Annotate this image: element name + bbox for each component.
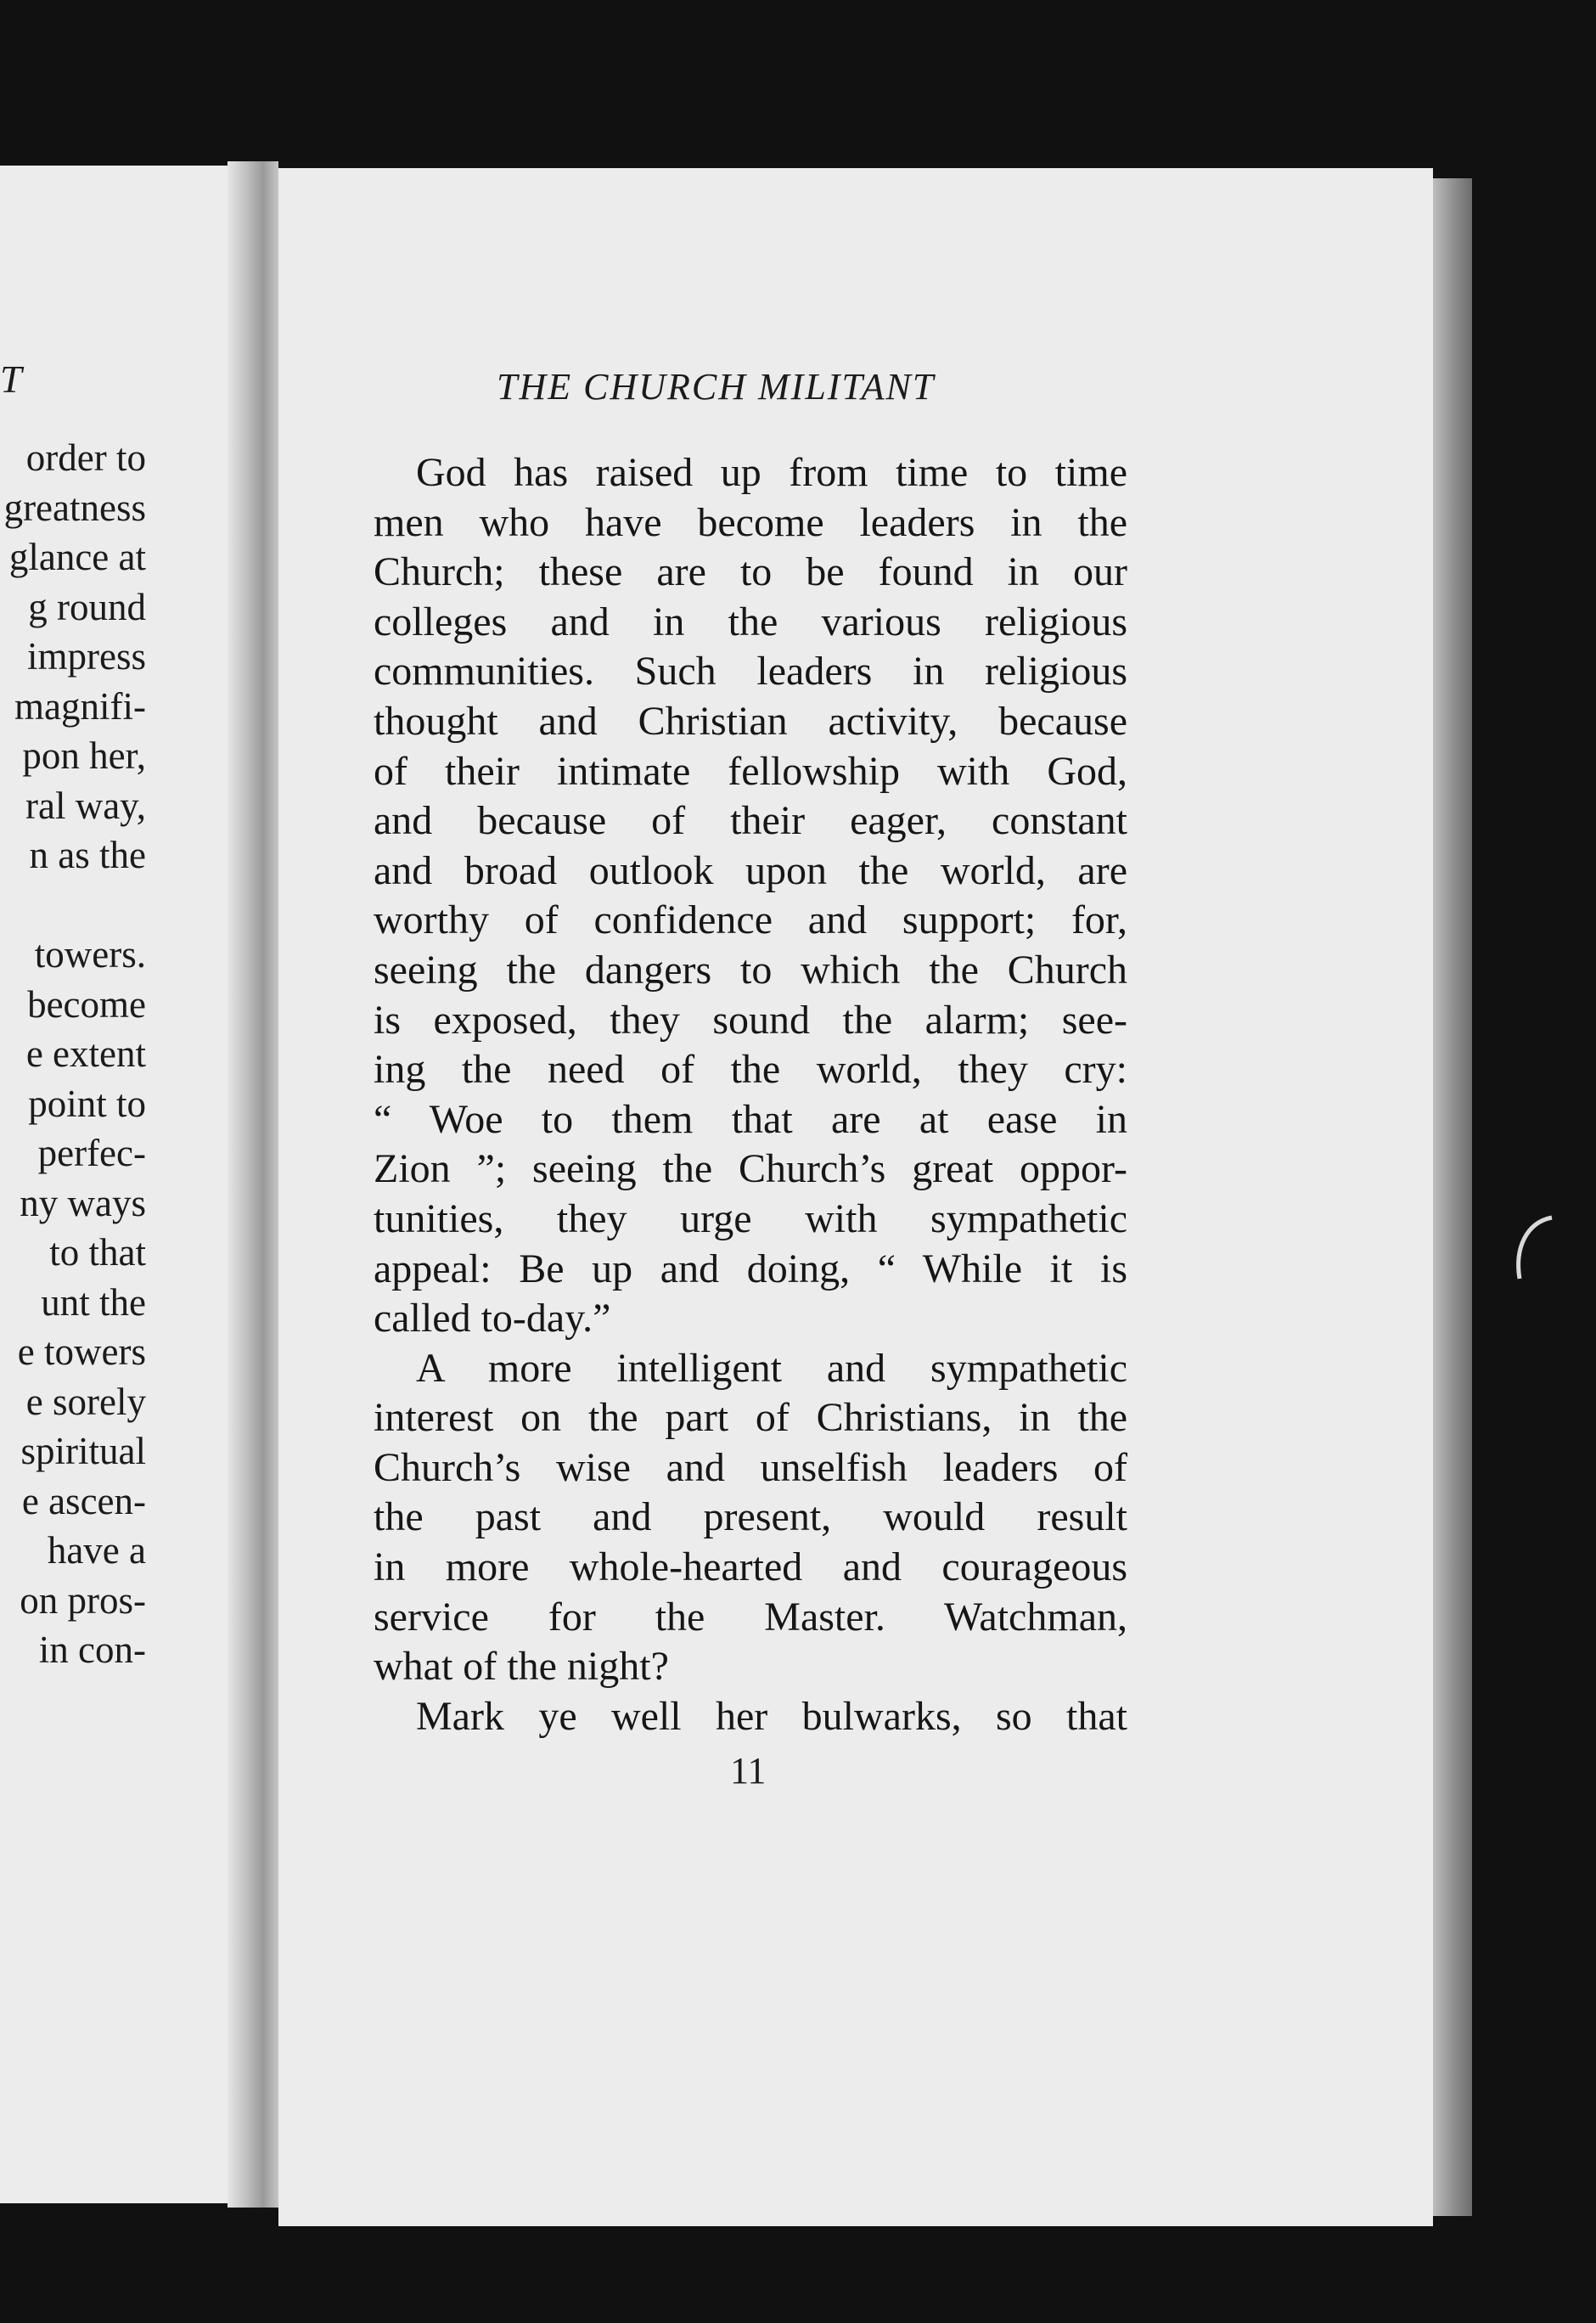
- left-text-line: point to: [28, 1082, 146, 1125]
- left-text-line: greatness: [3, 486, 146, 529]
- left-text-line: n as the: [29, 834, 146, 876]
- page-number: 11: [730, 1750, 767, 1791]
- text-line: and because of their eager, constant: [374, 798, 1127, 844]
- left-text-line: towers.: [34, 933, 146, 976]
- text-line: service for the Master. Watchman,: [374, 1594, 1127, 1640]
- left-text-line: in con-: [38, 1628, 146, 1671]
- text-line: Church; these are to be found in our: [374, 549, 1127, 595]
- film-scratch-mark: [1509, 1214, 1560, 1282]
- left-text-line: magnifi-: [14, 684, 146, 728]
- text-line: “ Woe to them that are at ease in: [374, 1096, 1127, 1142]
- body-text: [374, 448, 1127, 1741]
- text-line: Church’s wise and unselfish leaders of: [374, 1444, 1127, 1490]
- left-text-line: [0, 1675, 146, 1725]
- text-line: worthy of confidence and support; for,: [374, 897, 1127, 943]
- text-line: men who have become leaders in the: [374, 499, 1127, 545]
- left-text-line: [0, 880, 146, 931]
- left-text-line: e towers: [17, 1330, 146, 1373]
- text-line: what of the night?: [374, 1644, 669, 1690]
- text-line: interest on the part of Christians, in the: [374, 1395, 1127, 1441]
- left-text-line: e sorely: [25, 1380, 146, 1423]
- text-line: colleges and in the various religious: [374, 599, 1127, 644]
- left-text-line: perfec-: [37, 1132, 146, 1174]
- left-text-line: order to: [25, 436, 146, 479]
- book-gutter: [228, 161, 278, 2208]
- left-text-line: e ascen-: [21, 1479, 146, 1522]
- left-page-text: [0, 433, 146, 1724]
- left-text-line: g round: [28, 585, 146, 628]
- text-line: communities. Such leaders in religious: [374, 649, 1127, 695]
- text-line: A more intelligent and sympathetic: [416, 1345, 1127, 1391]
- left-text-line: pon her,: [22, 734, 146, 777]
- text-line: is exposed, they sound the alarm; see-: [374, 997, 1127, 1043]
- left-text-line: ny ways: [20, 1181, 146, 1224]
- page-stack-edge: [1433, 178, 1472, 2216]
- text-line: tunities, they urge with sympathetic: [374, 1195, 1127, 1241]
- left-text-line: to that: [49, 1231, 146, 1274]
- text-line: and broad outlook upon the world, are: [374, 847, 1127, 893]
- left-text-line: unt the: [41, 1280, 146, 1324]
- left-text-line: ral way,: [25, 784, 146, 827]
- left-page: [0, 166, 255, 2203]
- text-line: called to-day.”: [374, 1296, 611, 1341]
- text-line: in more whole-hearted and courageous: [374, 1544, 1127, 1590]
- text-line: seeing the dangers to which the Church: [374, 947, 1127, 993]
- text-line: Zion ”; seeing the Church’s great oppor-: [374, 1146, 1127, 1192]
- left-text-line: on pros-: [20, 1578, 146, 1622]
- text-line: appeal: Be up and doing, “ While it is: [374, 1246, 1127, 1291]
- text-line: of their intimate fellowship with God,: [374, 748, 1127, 794]
- left-text-line: impress: [27, 635, 146, 678]
- left-text-line: spiritual: [20, 1430, 146, 1472]
- left-text-line: glance at: [8, 536, 146, 578]
- left-running-head-fragment: T: [0, 357, 22, 401]
- left-text-line: have a: [47, 1529, 146, 1572]
- running-head: THE CHURCH MILITANT: [497, 366, 936, 408]
- text-line: thought and Christian activity, because: [374, 698, 1127, 744]
- text-line: God has raised up from time to time: [416, 450, 1127, 495]
- text-line: Mark ye well her bulwarks, so that: [416, 1693, 1127, 1739]
- text-line: ing the need of the world, they cry:: [374, 1047, 1127, 1093]
- text-line: the past and present, would result: [374, 1494, 1127, 1540]
- left-text-line: become: [27, 982, 146, 1026]
- left-text-line: e extent: [25, 1032, 146, 1075]
